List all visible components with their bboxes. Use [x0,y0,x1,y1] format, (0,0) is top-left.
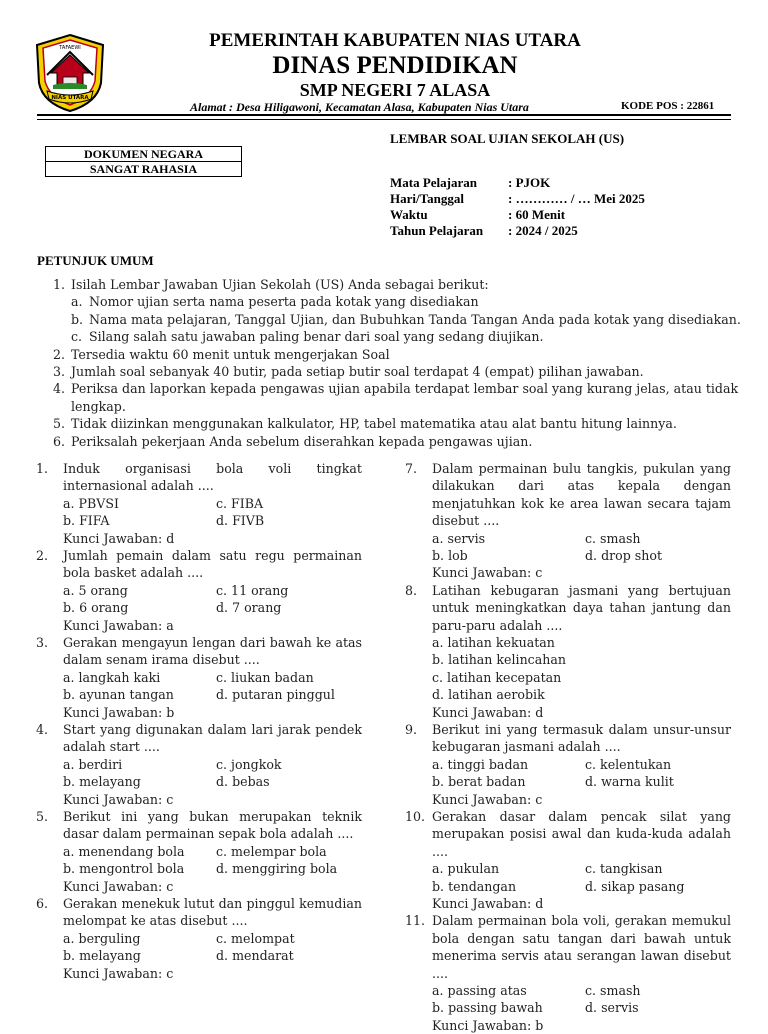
postcode: KODE POS : 22861 [621,100,715,112]
school-heading: SMP NEGERI 7 ALASA [299,80,491,100]
classification-line-1: DOKUMEN NEGARA [84,147,203,161]
question-number: 8. [405,582,418,598]
answer-options [63,669,366,704]
option-b: b. berat badan [432,774,526,790]
option-d: d. putaran pinggul [216,687,335,703]
question-number: 1. [36,461,49,476]
question-number: 9. [405,721,418,737]
answer-options [63,495,366,530]
instruction-number: 3. [53,363,66,379]
instructions-list [0,276,768,450]
question-text: Berikut ini yang bukan merupakan teknik dasar dalam permainan sepak bola adalah .... [63,808,362,842]
questions-left-column [36,460,366,982]
instruction-text: Nama mata pelajaran, Tanggal Ujian, dan Bubuhkan Tanda Tangan Anda pada kotak yang disediakan. [89,311,741,327]
answer-key: Kunci Jawaban: b [432,1017,544,1033]
classification-line-2: SANGAT RAHASIA [46,161,241,176]
instruction-text: Periksalah pekerjaan Anda sebelum diserahkan kepada pengawas ujian. [71,433,533,449]
info-label: Mata Pelajaran [390,175,478,190]
question-number: 11. [405,913,426,929]
classification-box [45,146,242,177]
instruction-item [0,346,768,363]
instruction-text: Silang salah satu jawaban paling benar dari soal yang sedang diujikan. [89,329,544,345]
question-number: 10. [405,808,426,824]
option-d: d. warna kulit [585,774,674,790]
answer-key: Kunci Jawaban: d [432,895,544,911]
instruction-text: Tersedia waktu 60 menit untuk mengerjakan Soal [71,346,390,362]
question-text: Gerakan dasar dalam pencak silat yang merupakan posisi awal dan kuda-kuda adalah .... [432,808,731,859]
option-c: c. latihan kecepatan [432,669,562,685]
answer-options [63,582,366,617]
instruction-number: 2. [53,346,66,362]
instruction-text: Isilah Lembar Jawaban Ujian Sekolah (US) Anda sebagai berikut: [71,277,489,292]
option-a: a. berdiri [63,756,123,772]
question-item [36,808,366,895]
header-rule-thin [37,119,731,120]
option-a: a. 5 orang [63,582,128,598]
answer-key: Kunci Jawaban: c [63,965,174,981]
answer-key: Kunci Jawaban: c [63,878,174,894]
question-item [405,912,735,1034]
option-b: b. passing bawah [432,1000,543,1016]
option-d: d. menggiring bola [216,861,338,877]
question-item [36,721,366,808]
info-label: Waktu [390,207,428,222]
option-c: c. kelentukan [585,756,672,772]
instruction-subitem [0,311,768,328]
option-c: c. jongkok [216,756,282,772]
question-text: Berikut ini yang termasuk dalam unsur-unsur kebugaran jasmani adalah .... [432,721,731,755]
instruction-text: Nomor ujian serta nama peserta pada kotak yang disediakan [89,294,479,310]
instruction-text: Jumlah soal sebanyak 40 butir, pada setiap butir soal terdapat 4 (empat) pilihan jawaban. [71,363,644,379]
question-number: 6. [36,895,49,911]
question-number: 2. [36,547,49,563]
option-c: c. melompat [216,930,295,946]
answer-key: Kunci Jawaban: d [63,530,175,546]
option-a: a. langkah kaki [63,669,161,685]
question-number: 5. [36,808,49,824]
info-value: : 2024 / 2025 [508,223,578,238]
option-d: d. FIVB [216,513,265,529]
question-text: Start yang digunakan dalam lari jarak pendek adalah start .... [63,721,362,755]
logo-text-bottom: NIAS UTARA [51,95,89,101]
instruction-text: Periksa dan laporkan kepada pengawas ujian apabila terdapat lembar soal yang kurang jelas, atau tidak [71,381,739,397]
question-text: Jumlah pemain dalam satu regu permainan bola basket adalah .... [63,547,362,581]
option-c: c. 11 orang [216,582,289,598]
info-value: : PJOK [508,175,551,190]
instruction-item [0,363,768,380]
logo-text-top: TAFAEWI [59,45,81,51]
option-c: c. FIBA [216,495,264,511]
department-heading: DINAS PENDIDIKAN [272,52,518,79]
option-d: d. drop shot [585,548,663,564]
answer-options [432,860,735,895]
answer-key: Kunci Jawaban: d [432,704,544,720]
answer-options [432,982,735,1017]
instruction-number: 1. [53,277,66,292]
answer-options [432,634,735,704]
header-rule-thick [37,114,731,116]
option-d: d. sikap pasang [585,878,685,894]
answer-options [63,756,366,791]
questions-right-column [405,460,735,1034]
option-b: b. lob [432,548,468,564]
district-emblem-logo [33,33,107,113]
option-c: c. tangkisan [585,861,663,877]
instruction-number: 5. [53,416,66,432]
answer-key: Kunci Jawaban: c [432,791,543,807]
question-text: Dalam permainan bulu tangkis, pukulan yang dilakukan dari atas kepala dengan menjatuhkan kok ke area lawan secara tajam disebut .... [432,461,731,529]
answer-key: Kunci Jawaban: b [63,704,175,720]
instruction-number: b. [71,311,84,327]
instruction-number: 4. [53,381,66,397]
question-text: Latihan kebugaran jasmani yang bertujuan untuk meningkatkan daya tahan jantung dan paru-paru adalah .... [432,582,731,633]
option-a: a. tinggi badan [432,756,529,772]
option-a: a. PBVSI [63,495,119,511]
option-a: a. servis [432,530,486,546]
option-b: b. latihan kelincahan [432,652,566,668]
question-number: 7. [405,461,418,476]
info-row-date [390,191,645,207]
instruction-number: 6. [53,433,66,449]
instruction-item [0,380,768,397]
instruction-item [0,433,768,450]
question-item [405,808,735,912]
option-a: a. menendang bola [63,843,185,859]
option-d: d. servis [585,1000,639,1016]
option-a: a. latihan kekuatan [432,635,555,651]
instruction-number: c. [71,329,83,345]
government-heading: PEMERINTAH KABUPATEN NIAS UTARA [209,30,581,51]
answer-options [432,756,735,791]
info-label: Tahun Pelajaran [390,223,484,238]
answer-key: Kunci Jawaban: c [63,791,174,807]
question-item [36,460,366,547]
option-c: c. smash [585,530,641,546]
option-c: c. melempar bola [216,843,327,859]
instructions-title: PETUNJUK UMUM [37,253,154,268]
option-a: a. pukulan [432,861,500,877]
instruction-text: Tidak diizinkan menggunakan kalkulator, HP, tabel matematika atau alat bantu hitung lainnya. [71,416,677,432]
sheet-title: LEMBAR SOAL UJIAN SEKOLAH (US) [390,131,625,146]
option-b: b. melayang [63,948,141,964]
question-item [405,460,735,582]
option-d: d. 7 orang [216,600,282,616]
info-value: : ………… / … Mei 2025 [508,191,645,206]
instruction-item-continued [0,398,768,415]
question-number: 3. [36,634,49,650]
info-row-duration [390,207,645,223]
answer-options [63,930,366,965]
instruction-item [0,276,768,293]
option-c: c. liukan badan [216,669,314,685]
question-item [36,895,366,982]
instruction-item [0,415,768,432]
question-item [36,634,366,721]
info-row-school-year [390,223,645,239]
exam-info [390,175,645,239]
question-text: Dalam permainan bola voli, gerakan memukul bola dengan satu tangan dari bawah untuk menerima servis atau serangan lawan disebut .... [432,913,731,981]
answer-key: Kunci Jawaban: c [432,565,543,581]
answer-options [432,530,735,565]
option-d: d. latihan aerobik [432,687,545,703]
option-b: b. ayunan tangan [63,687,174,703]
option-b: b. melayang [63,774,141,790]
info-label: Hari/Tanggal [390,191,464,206]
answer-key: Kunci Jawaban: a [63,617,174,633]
info-row-subject [390,175,645,191]
option-d: d. mendarat [216,948,294,964]
option-a: a. passing atas [432,982,527,998]
option-b: b. 6 orang [63,600,129,616]
option-d: d. bebas [216,774,270,790]
info-value: : 60 Menit [508,207,566,222]
question-item [36,547,366,634]
question-item [405,721,735,808]
option-b: b. tendangan [432,878,517,894]
question-text: Gerakan mengayun lengan dari bawah ke atas dalam senam irama disebut .... [63,634,362,668]
instruction-subitem [0,328,768,345]
option-b: b. mengontrol bola [63,861,185,877]
instruction-number: a. [71,294,83,310]
question-text: Gerakan menekuk lutut dan pinggul kemudian melompat ke atas disebut .... [63,895,362,929]
instruction-subitem [0,293,768,310]
school-address: Alamat : Desa Hiligawoni, Kecamatan Alasa, Kabupaten Nias Utara [190,100,529,114]
option-b: b. FIFA [63,513,110,529]
option-c: c. smash [585,982,641,998]
question-item [405,582,735,721]
option-a: a. berguling [63,930,141,946]
question-text: Induk organisasi bola voli tingkat internasional adalah .... [63,461,362,494]
answer-options [63,843,366,878]
instruction-text: lengkap. [71,398,126,414]
question-number: 4. [36,721,49,737]
